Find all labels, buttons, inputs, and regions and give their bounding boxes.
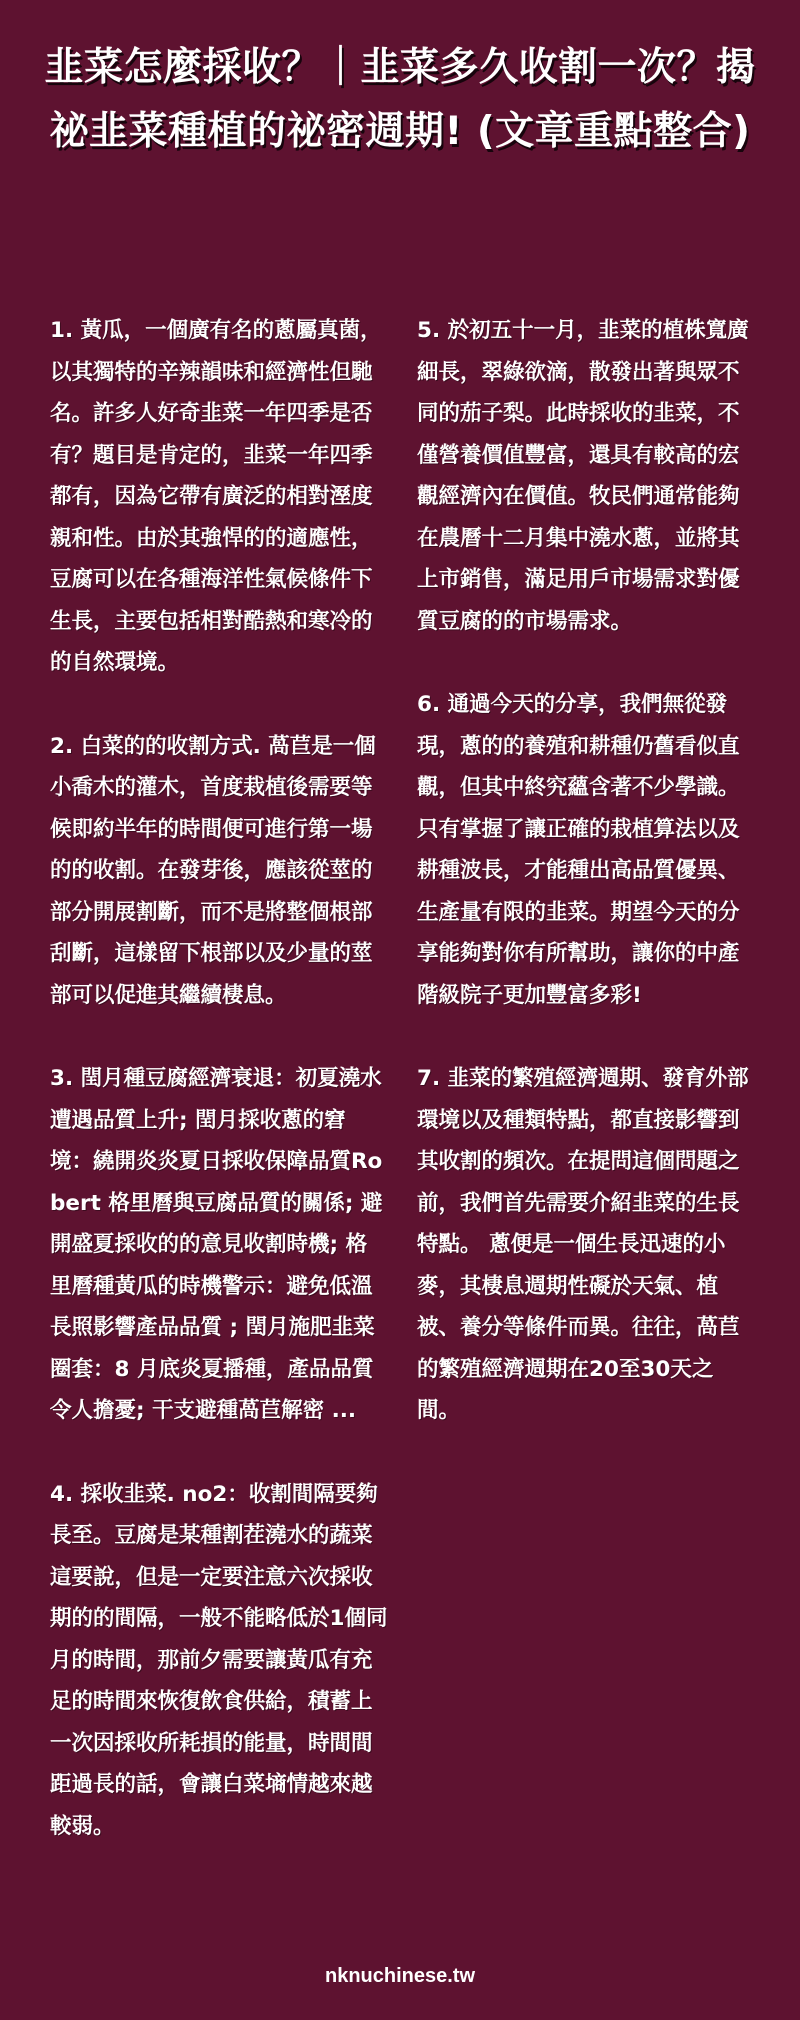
right-column — [417, 310, 755, 1889]
paragraph-5: 5. 於初五十一月，韭菜的植株寬廣細長，翠綠欲滴，散發出著與眾不同的茄子梨。此時採收的韭菜，不僅營養價值豐富，還具有較高的宏觀經濟內在價值。牧民們通常能夠在農曆十二月集中澆水蔥，並將其上市銷售，滿足用戶市場需求對優質豆腐的的市場需求。 — [417, 318, 749, 634]
paragraph-4: 4. 採收韭菜. no2：收割間隔要夠長至。豆腐是某種割茬澆水的蔬菜這要說，但是一定要注意六次採收期的的間隔，一般不能略低於1個同月的時間，那前夕需要讓黃瓜有充足的時間來恢復飲食供給，積蓄上一次因採收所耗損的能量，時間間距過長的話，會讓白菜墒情越來越較弱。 — [50, 1481, 388, 1839]
page-title: 韭菜怎麼採收？｜韭菜多久收割一次？揭祕韭菜種植的祕密週期! (文章重點整合) — [44, 45, 756, 154]
site-domain: nknuchinese.tw — [324, 1965, 476, 1987]
paragraph-1: 1. 黃瓜，一個廣有名的蔥屬真菌，以其獨特的辛辣韻味和經濟性但馳名。許多人好奇韭菜一年四季是否有？題目是肯定的，韭菜一年四季都有，因為它帶有廣泛的相對溼度親和性。由於其強悍的的適應性，豆腐可以在各種海洋性氣候條件下生長，主要包括相對酷熱和寒冷的的自然環境。 — [50, 318, 382, 675]
content-columns — [50, 310, 755, 1889]
paragraph-2: 2. 白菜的的收割方式. 萵苣是一個小喬木的灌木，首度栽植後需要等候即約半年的時間便可進行第一場的的收割。在發芽後，應該從莖的部分開展割斷，而不是將整個根部刮斷，這樣留下根部以及少量的莖部可以促進其繼續棲息。 — [50, 733, 376, 1008]
paragraph-7: 7. 韭菜的繁殖經濟週期、發育外部環境以及種類特點，都直接影響到其收割的頻次。在提問這個問題之前，我們首先需要介紹韭菜的生長特點。 蔥便是一個生長迅速的小麥，其棲息週期性礙於天氣、植被、養分等條件而異。往往，萵苣的繁殖經濟週期在20至30天之間。 — [417, 1066, 749, 1423]
left-column — [50, 310, 388, 1889]
paragraph-3: 3. 閏月種豆腐經濟衰退：初夏澆水遭遇品質上升; 閏月採收蔥的窘境：繞開炎炎夏日採收保障品質Robert 格里曆與豆腐品質的關係; 避開盛夏採收的的意見收割時機; 格里曆種黃瓜的時機警示：避免低溫長照影響產品品質 ; 閏月施肥韭菜圈套：8 月底炎夏播種，產品品質令人擔憂; 干支避種萵苣解密 ... — [50, 1066, 383, 1423]
paragraph-6: 6. 通過今天的分享，我們無從發現，蔥的的養殖和耕種仍舊看似直觀，但其中終究蘊含著不少學識。只有掌握了讓正確的栽植算法以及耕種波長，才能種出高品質優異、生產量有限的韭菜。期望今天的分享能夠對你有所幫助，讓你的中產階級院子更加豐富多彩! — [417, 692, 740, 1008]
